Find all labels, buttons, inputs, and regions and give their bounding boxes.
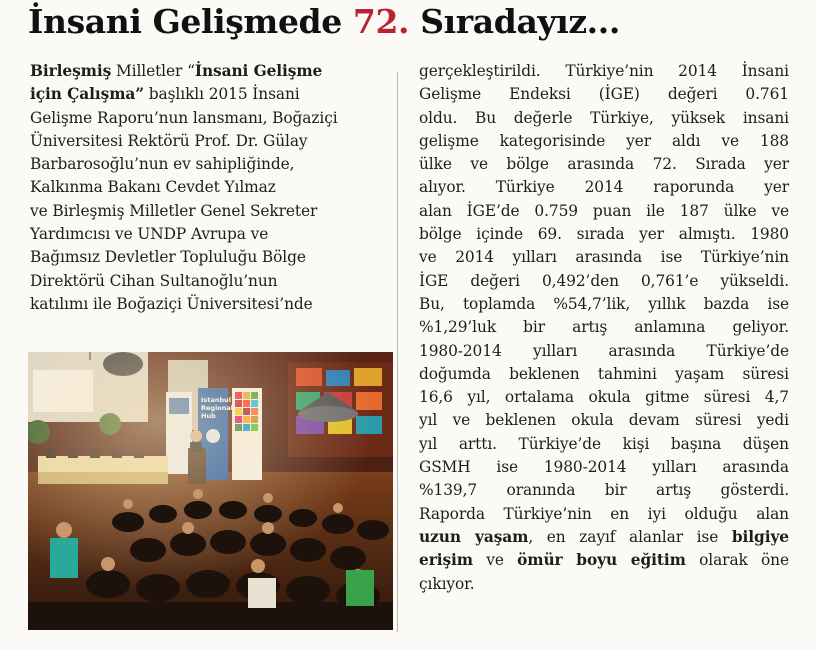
body-text: GSMH ise 1980-2014 yılları arasında <box>419 458 789 477</box>
bold-text: erişim <box>419 551 473 570</box>
right-column-line <box>419 409 789 432</box>
body-text: başlıklı 2015 İnsani <box>144 85 300 104</box>
left-column-line <box>30 176 370 199</box>
right-column-line <box>419 316 789 339</box>
headline <box>28 2 620 41</box>
body-text: , en zayıf alanlar ise <box>528 527 732 546</box>
right-column-line <box>419 386 789 409</box>
bold-text: ömür boyu eğitim <box>517 551 686 570</box>
right-column-line <box>419 130 789 153</box>
body-text: ve <box>472 551 518 570</box>
body-text: çıkıyor. <box>419 574 475 593</box>
right-column-line <box>419 503 789 526</box>
body-text: %139,7 oranında bir artış gösterdi. <box>419 481 789 500</box>
right-column-line <box>419 107 789 130</box>
body-text: Direktörü Cihan Sultanoğlu’nun <box>30 271 278 290</box>
right-column-line <box>419 223 789 246</box>
body-text: gerçekleştirildi. Türkiye’nin 2014 İnsani <box>419 62 789 80</box>
left-column-line <box>30 293 370 316</box>
body-text: yıl ve beklenen okula devam süresi yedi <box>419 411 789 430</box>
left-column-text <box>30 60 370 316</box>
right-column-line <box>419 270 789 293</box>
right-column-text <box>419 60 789 596</box>
body-text: İGE değeri 0,492’den 0,761’e yükseldi. <box>419 271 789 290</box>
body-text: ülke ve bölge arasında 72. Sırada yer <box>419 155 789 174</box>
body-text: Yardımcısı ve UNDP Avrupa ve <box>30 225 269 244</box>
event-photo <box>28 352 393 630</box>
body-text: alıyor. Türkiye 2014 raporunda yer <box>419 178 789 197</box>
body-text: bölge içinde 69. sırada yer almıştı. 1980 <box>419 225 789 244</box>
left-column-line <box>30 107 370 130</box>
bold-text: bilgiye <box>731 527 789 546</box>
body-text: ve 2014 yılları arasında ise Türkiye’nin <box>419 248 789 267</box>
right-column-line <box>419 83 789 106</box>
headline-title: İnsani Gelişmede <box>28 2 342 41</box>
left-column-line <box>30 83 370 106</box>
body-text: Kalkınma Bakanı Cevdet Yılmaz <box>30 178 276 197</box>
column-divider <box>397 72 398 632</box>
right-column-line <box>419 246 789 269</box>
right-column-line <box>419 200 789 223</box>
right-column-line <box>419 60 789 83</box>
right-column-line <box>419 176 789 199</box>
right-column-line <box>419 340 789 363</box>
left-column-line <box>30 130 370 153</box>
body-text: Gelişme Endeksi (İGE) değeri 0.761 <box>419 85 789 104</box>
body-text: Gelişme Raporu’nun lansmanı, Boğaziçi <box>30 108 338 127</box>
left-column-line <box>30 200 370 223</box>
bold-text: Birleşmiş <box>30 62 112 80</box>
body-text: 16,6 yıl, ortalama okula gitme süresi 4,7 <box>419 388 789 407</box>
body-text: Bağımsız Devletler Topluluğu Bölge <box>30 248 306 267</box>
body-text: oldu. Bu değerle Türkiye, yüksek insani <box>419 108 789 127</box>
body-text: Milletler “ <box>111 62 195 80</box>
right-column-line <box>419 573 789 596</box>
body-text: 1980-2014 yılları arasında Türkiye’de <box>419 341 789 360</box>
body-text: gelişme kategorisinde yer aldı ve 188 <box>419 131 789 150</box>
bold-text: İnsani Gelişme <box>194 62 323 80</box>
right-column-line <box>419 479 789 502</box>
left-column-line <box>30 223 370 246</box>
left-column-line <box>30 60 370 83</box>
right-column-line <box>419 363 789 386</box>
body-text: ve Birleşmiş Milletler Genel Sekreter <box>30 201 318 220</box>
body-text: Bu, toplamda %54,7’lik, yıllık bazda ise <box>419 294 789 313</box>
left-column-line <box>30 246 370 269</box>
right-column-line <box>419 549 789 572</box>
left-column-line <box>30 153 370 176</box>
bold-text: için Çalışma” <box>30 85 145 104</box>
headline-rank: 72. <box>352 2 410 41</box>
right-column-line <box>419 526 789 549</box>
right-column-line <box>419 433 789 456</box>
right-column-line <box>419 293 789 316</box>
headline-tail: Sıradayız... <box>420 2 620 41</box>
body-text: Barbarosoğlu’nun ev sahipliğinde, <box>30 155 295 174</box>
body-text: katılımı ile Boğaziçi Üniversitesi’nde <box>30 294 313 313</box>
body-text: alan İGE’de 0.759 puan ile 187 ülke ve <box>419 201 789 220</box>
right-column-line <box>419 456 789 479</box>
left-column-line <box>30 270 370 293</box>
body-text: olarak öne <box>685 551 790 570</box>
body-text: Raporda Türkiye’nin en iyi olduğu alan <box>419 504 789 523</box>
body-text: Üniversitesi Rektörü Prof. Dr. Gülay <box>30 131 308 150</box>
bold-text: uzun yaşam <box>419 527 529 546</box>
body-text: %1,29’luk bir artış anlamına geliyor. <box>419 318 789 337</box>
body-text: doğumda beklenen tahmini yaşam süresi <box>419 364 789 383</box>
right-column-line <box>419 153 789 176</box>
body-text: yıl arttı. Türkiye’de kişi başına düşen <box>419 434 789 453</box>
